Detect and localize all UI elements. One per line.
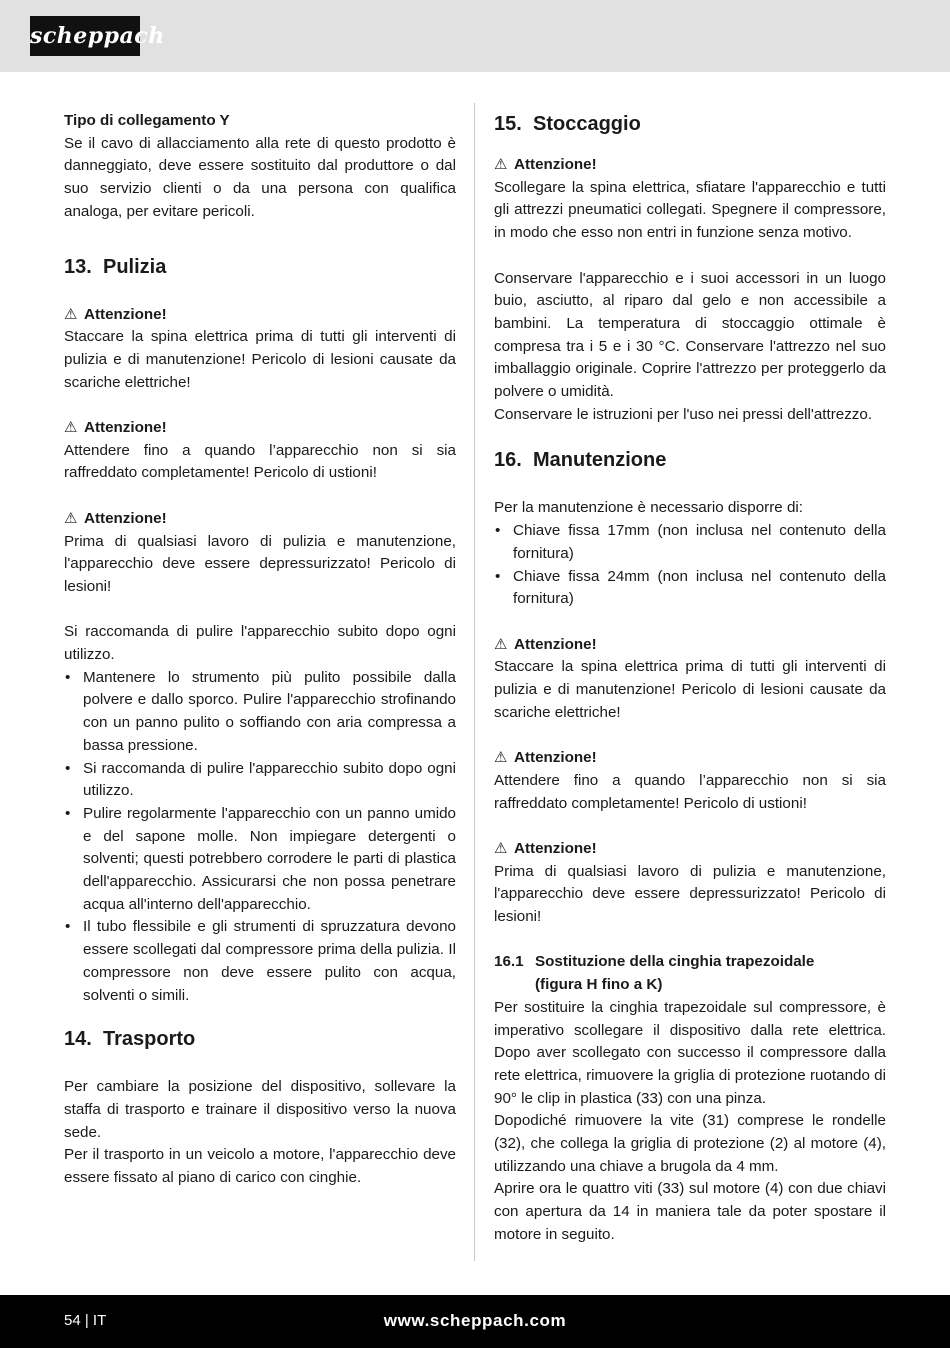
- right-column: [494, 110, 886, 1247]
- warning-triangle-icon: ⚠: [64, 305, 78, 323]
- warning-triangle-icon: ⚠: [64, 419, 78, 437]
- website-link[interactable]: www.scheppach.com: [383, 1311, 567, 1330]
- belt-text: Per sostituire la cinghia trapezoidale sul compressore, è imperativo scollegare il dispositivo dalla rete elettrica. Dopo aver scollegato con successo il compressore dalla rete elettrica, rimuovere la griglia di protezione ruotando di 90° le clip in plastica (33) con una pinza.: [494, 998, 886, 1107]
- subsection-16-1-heading: [494, 951, 886, 996]
- warning-text: Prima di qualsiasi lavoro di pulizia e manutenzione, l'apparecchio deve essere depressurizzato! Pericolo di lesioni!: [494, 862, 886, 926]
- subsection-number: 16.1: [494, 953, 524, 971]
- warning-heading: ⚠ Attenzione!: [494, 838, 886, 861]
- belt-text: Aprire ora le quattro viti (33) sul motore (4) con due chiavi con apertura da 14 in maniera tale da poter spostare il motore in seguito.: [494, 1180, 886, 1243]
- cleaning-list: [64, 667, 456, 1008]
- list-item: • Chiave fissa 17mm (non inclusa nel contenuto della fornitura): [494, 520, 886, 565]
- maintenance-list: [494, 520, 886, 611]
- warning-heading: ⚠ Attenzione!: [494, 634, 886, 657]
- storage-text: Conservare le istruzioni per l'uso nei pressi dell'attrezzo.: [494, 405, 873, 423]
- subsection-title-line2: (figura H fino a K): [535, 976, 663, 994]
- maintenance-intro: Per la manutenzione è necessario disporre di:: [494, 499, 803, 517]
- section-number: 13.: [64, 255, 92, 278]
- section-16-heading: [494, 446, 886, 474]
- warning-text: Attendere fino a quando l’apparecchio non si sia raffreddato completamente! Pericolo di ustioni!: [64, 441, 456, 482]
- section-title: Trasporto: [103, 1028, 196, 1051]
- scheppach-logo: scheppach: [30, 16, 140, 56]
- warning-text: Attendere fino a quando l’apparecchio non si sia raffreddato completamente! Pericolo di ustioni!: [494, 771, 886, 812]
- page-number: 54 | IT: [64, 1312, 107, 1329]
- warning-text: Prima di qualsiasi lavoro di pulizia e manutenzione, l'apparecchio deve essere depressurizzato! Pericolo di lesioni!: [64, 532, 456, 595]
- connection-type-text: Se il cavo di allacciamento alla rete di questo prodotto è danneggiato, deve essere sostituito dal produttore o dal suo servizio clienti o da una persona con qualifica analoga, per evitare pericoli.: [64, 134, 456, 220]
- transport-text: Per il trasporto in un veicolo a motore, l'apparecchio deve essere fissato al piano di carico con cinghie.: [64, 1146, 456, 1187]
- list-item: • Pulire regolarmente l'apparecchio con un panno umido e del sapone molle. Non impiegare detergenti o solventi; questi potrebbero corrodere le parti di plastica dell'apparecchio. Assicurarsi che non possa penetrare acqua all'interno dell'apparecchio.: [64, 803, 456, 917]
- warning-heading: ⚠ Attenzione!: [64, 508, 456, 531]
- page-footer: [0, 1295, 950, 1348]
- section-number: 16.: [494, 449, 522, 472]
- storage-text: Conservare l'apparecchio e i suoi accessori in un luogo buio, asciutto, al riparo dal gelo e non accessibile a bambini. La temperatura di stoccaggio ottimale è compresa tra i 5 e i 30 °C. Conservare l'attrezzo nel suo imballaggio originale. Coprire l'attrezzo per proteggerlo da polvere o umidità.: [494, 269, 886, 401]
- warning-heading: ⚠ Attenzione!: [64, 417, 456, 440]
- column-divider: [474, 103, 475, 1261]
- belt-text: Dopodiché rimuovere la vite (31) comprese le rondelle (32), che collega la griglia di protezione (2) al motore (4), utilizzando una chiave a brugola da 4 mm.: [494, 1112, 886, 1175]
- list-item: • Chiave fissa 24mm (non inclusa nel contenuto della fornitura): [494, 566, 886, 611]
- warning-triangle-icon: ⚠: [494, 749, 508, 767]
- list-item: • Si raccomanda di pulire l'apparecchio subito dopo ogni utilizzo.: [64, 758, 456, 803]
- warning-text: Staccare la spina elettrica prima di tutti gli interventi di pulizia e di manutenzione! Pericolo di lesioni causate da scariche elettriche!: [494, 658, 886, 721]
- section-13-heading: [64, 253, 456, 281]
- page-header: [0, 0, 950, 72]
- warning-heading: ⚠ Attenzione!: [494, 154, 886, 177]
- list-item: • Il tubo flessibile e gli strumenti di spruzzatura devono essere scollegati dal compressore prima della pulizia. Il compressore non deve essere pulito con acqua, solventi o simili.: [64, 916, 456, 1007]
- transport-text: Per cambiare la posizione del dispositivo, sollevare la staffa di trasporto e trainare il dispositivo verso la nuova sede.: [64, 1078, 456, 1141]
- warning-text: Staccare la spina elettrica prima di tutti gli interventi di pulizia e di manutenzione! Pericolo di lesioni causate da scariche elettriche!: [64, 328, 456, 391]
- section-title: Stoccaggio: [533, 113, 641, 135]
- list-item: • Mantenere lo strumento più pulito possibile dalla polvere e dallo sporco. Pulire l'apparecchio strofinando con un panno pulito o soffiando con aria compressa a bassa pressione.: [64, 667, 456, 758]
- warning-heading: ⚠ Attenzione!: [494, 747, 886, 770]
- left-column: [64, 110, 456, 1190]
- warning-triangle-icon: ⚠: [494, 156, 508, 173]
- warning-heading: ⚠ Attenzione!: [64, 304, 456, 327]
- section-15-heading: [494, 110, 886, 138]
- warning-triangle-icon: ⚠: [494, 635, 508, 653]
- section-title: Manutenzione: [533, 449, 667, 472]
- section-14-heading: [64, 1025, 456, 1053]
- subsection-title: Sostituzione della cinghia trapezoidale: [535, 953, 815, 971]
- warning-text: Scollegare la spina elettrica, sfiatare l'apparecchio e tutti gli attrezzi pneumatici collegati. Spegnere il compressore, in modo che esso non entri in funzione senza motivo.: [494, 178, 886, 242]
- connection-type-title: Tipo di collegamento Y: [64, 112, 230, 129]
- section-number: 14.: [64, 1028, 92, 1051]
- warning-triangle-icon: ⚠: [494, 839, 508, 857]
- cleaning-intro: Si raccomanda di pulire l'apparecchio subito dopo ogni utilizzo.: [64, 623, 456, 664]
- warning-triangle-icon: ⚠: [64, 509, 78, 527]
- section-number: 15.: [494, 113, 522, 135]
- section-title: Pulizia: [103, 255, 167, 278]
